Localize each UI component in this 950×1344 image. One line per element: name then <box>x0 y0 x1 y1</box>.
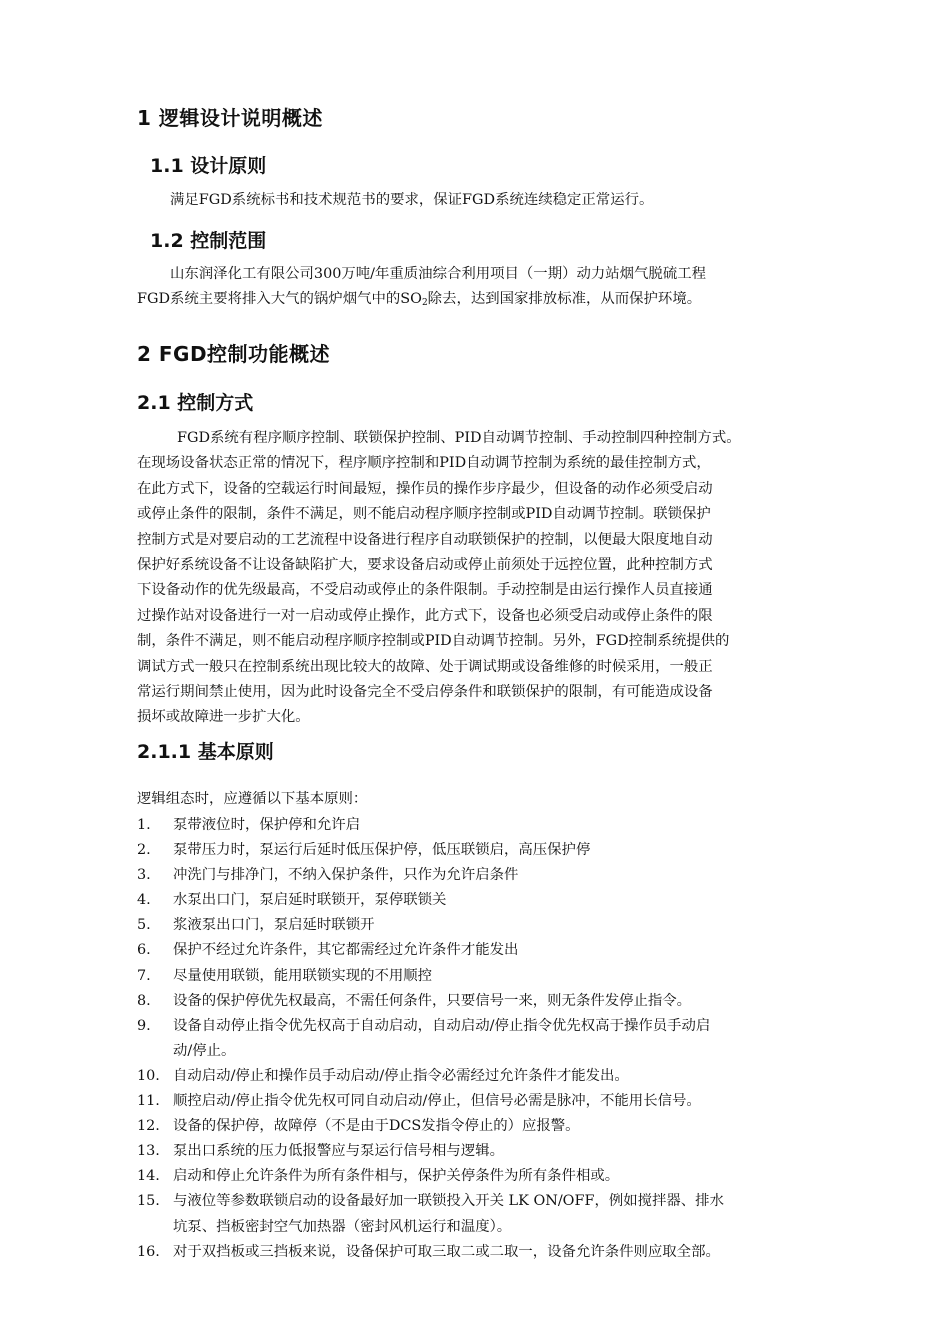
list-number: 11. <box>137 1093 160 1110</box>
subscript: 2 <box>421 298 428 309</box>
paragraph-line: 在现场设备状态正常的情况下，程序顺序控制和PID自动调节控制为系统的最佳控制方式， <box>137 455 711 472</box>
list-text: 冲洗门与排净门，不纳入保护条件，只作为允许启条件 <box>173 867 519 884</box>
list-text: 设备的保护停优先权最高，不需任何条件，只要信号一来，则无条件发停止指令。 <box>173 992 692 1009</box>
section-2-heading: 2 FGD控制功能概述 <box>137 342 331 366</box>
list-number: 7. <box>137 967 151 984</box>
principles-list <box>137 813 837 1265</box>
list-item <box>137 1164 837 1189</box>
list-text: 浆液泵出口门，泵启延时联锁开 <box>173 917 375 934</box>
section-1-1-text: 满足FGD系统标书和技术规范书的要求，保证FGD系统连续稳定正常运行。 <box>170 192 654 208</box>
list-number: 3. <box>137 867 151 884</box>
section-1-heading: 1 逻辑设计说明概述 <box>137 106 323 130</box>
list-number: 16. <box>137 1243 160 1260</box>
list-item <box>137 888 837 913</box>
section-2-1-paragraph <box>137 426 827 731</box>
list-item <box>137 1064 837 1089</box>
list-item <box>137 913 837 938</box>
list-text: 对于双挡板或三挡板来说，设备保护可取三取二或二取一，设备允许条件则应取全部。 <box>173 1243 720 1260</box>
paragraph-line: FGD系统有程序顺序控制、联锁保护控制、PID自动调节控制、手动控制四种控制方式。 <box>177 430 741 446</box>
list-item <box>137 1240 837 1265</box>
list-text: 尽量使用联锁，能用联锁实现的不用顺控 <box>173 967 433 984</box>
section-2-1-heading: 2.1 控制方式 <box>137 392 254 414</box>
paragraph-line: 或停止条件的限制，条件不满足，则不能启动程序顺序控制或PID自动调节控制。联锁保护 <box>137 506 711 523</box>
paragraph-line: 常运行期间禁止使用，因为此时设备完全不受启停条件和联锁保护的限制，有可能造成设备 <box>137 683 713 700</box>
section-2-1-1-heading: 2.1.1 基本原则 <box>137 741 274 763</box>
list-number: 8. <box>137 992 151 1009</box>
list-item <box>137 838 837 863</box>
list-item <box>137 1139 837 1164</box>
paragraph-line: 山东润泽化工有限公司300万吨/年重质油综合利用项目（一期）动力站烟气脱硫工程 <box>170 266 706 282</box>
list-number: 9. <box>137 1017 151 1034</box>
paragraph-line: 过操作站对设备进行一对一启动或停止操作，此方式下，设备也必须受启动或停止条件的限 <box>137 607 713 624</box>
section-1-2-heading: 1.2 控制范围 <box>150 230 267 252</box>
list-text: 泵出口系统的压力低报警应与泵运行信号相与逻辑。 <box>173 1143 504 1160</box>
list-text: 水泵出口门，泵启延时联锁开，泵停联锁关 <box>173 892 447 909</box>
paragraph-line: 在此方式下，设备的空载运行时间最短，操作员的操作步序最少，但设备的动作必须受启动 <box>137 480 713 497</box>
section-1-2-paragraph <box>137 262 827 313</box>
list-number: 1. <box>137 817 151 833</box>
paragraph-line: 保护好系统设备不让设备缺陷扩大，要求设备启动或停止前须处于远控位置，此种控制方式 <box>137 556 713 573</box>
list-item <box>137 1114 837 1139</box>
principles-intro: 逻辑组态时，应遵循以下基本原则： <box>137 791 368 807</box>
list-number: 14. <box>137 1168 160 1185</box>
list-number: 15. <box>137 1193 160 1210</box>
list-text-line: 与液位等参数联锁启动的设备最好加一联锁投入开关 LK ON/OFF，例如搅拌器、排水 <box>173 1193 724 1210</box>
list-item <box>137 1014 837 1064</box>
text-span: 除去，达到国家排放标准，从而保护环境。 <box>427 291 702 308</box>
list-item <box>137 813 837 838</box>
list-number: 13. <box>137 1143 160 1160</box>
paragraph-line: 制，条件不满足，则不能启动程序顺序控制或PID自动调节控制。另外，FGD控制系统提供的 <box>137 633 730 650</box>
section-1-1-heading: 1.1 设计原则 <box>150 155 267 177</box>
list-text-line: 坑泵、挡板密封空气加热器（密封风机运行和温度）。 <box>173 1218 512 1235</box>
paragraph-line: 控制方式是对要启动的工艺流程中设备进行程序自动联锁保护的控制，以便最大限度地自动 <box>137 531 713 548</box>
list-text <box>173 1189 724 1239</box>
list-number: 10. <box>137 1067 160 1084</box>
list-text-line: 动/停止。 <box>173 1042 236 1059</box>
list-item <box>137 989 837 1014</box>
list-item <box>137 938 837 963</box>
list-text: 设备的保护停，故障停（不是由于DCS发指令停止的）应报警。 <box>173 1118 580 1135</box>
list-item <box>137 964 837 989</box>
paragraph-line <box>137 287 827 312</box>
list-text: 自动启动/停止和操作员手动启动/停止指令必需经过允许条件才能发出。 <box>173 1067 629 1084</box>
list-item <box>137 1089 837 1114</box>
list-item <box>137 1189 837 1239</box>
list-number: 2. <box>137 842 151 859</box>
list-text: 启动和停止允许条件为所有条件相与，保护关停条件为所有条件相或。 <box>173 1168 620 1185</box>
list-text: 保护不经过允许条件，其它都需经过允许条件才能发出 <box>173 942 519 959</box>
list-number: 12. <box>137 1118 160 1135</box>
list-text <box>173 1014 710 1064</box>
list-text: 泵带压力时，泵运行后延时低压保护停，低压联锁启，高压保护停 <box>173 842 591 859</box>
paragraph-line: 损坏或故障进一步扩大化。 <box>137 709 310 726</box>
paragraph-line: 调试方式一般只在控制系统出现比较大的故障、处于调试期或设备维修的时候采用，一般正 <box>137 658 713 675</box>
list-number: 6. <box>137 942 151 959</box>
list-item <box>137 863 837 888</box>
paragraph-line: 下设备动作的优先级最高，不受启动或停止的条件限制。手动控制是由运行操作人员直接通 <box>137 582 713 599</box>
list-number: 4. <box>137 892 151 909</box>
list-number: 5. <box>137 917 151 934</box>
list-text: 顺控启动/停止指令优先权可同自动启动/停止，但信号必需是脉冲，不能用长信号。 <box>173 1093 701 1110</box>
text-span: FGD系统主要将排入大气的锅炉烟气中的SO <box>137 291 422 308</box>
list-text-line: 设备自动停止指令优先权高于自动启动，自动启动/停止指令优先权高于操作员手动启 <box>173 1017 711 1034</box>
list-text: 泵带液位时，保护停和允许启 <box>173 817 361 833</box>
